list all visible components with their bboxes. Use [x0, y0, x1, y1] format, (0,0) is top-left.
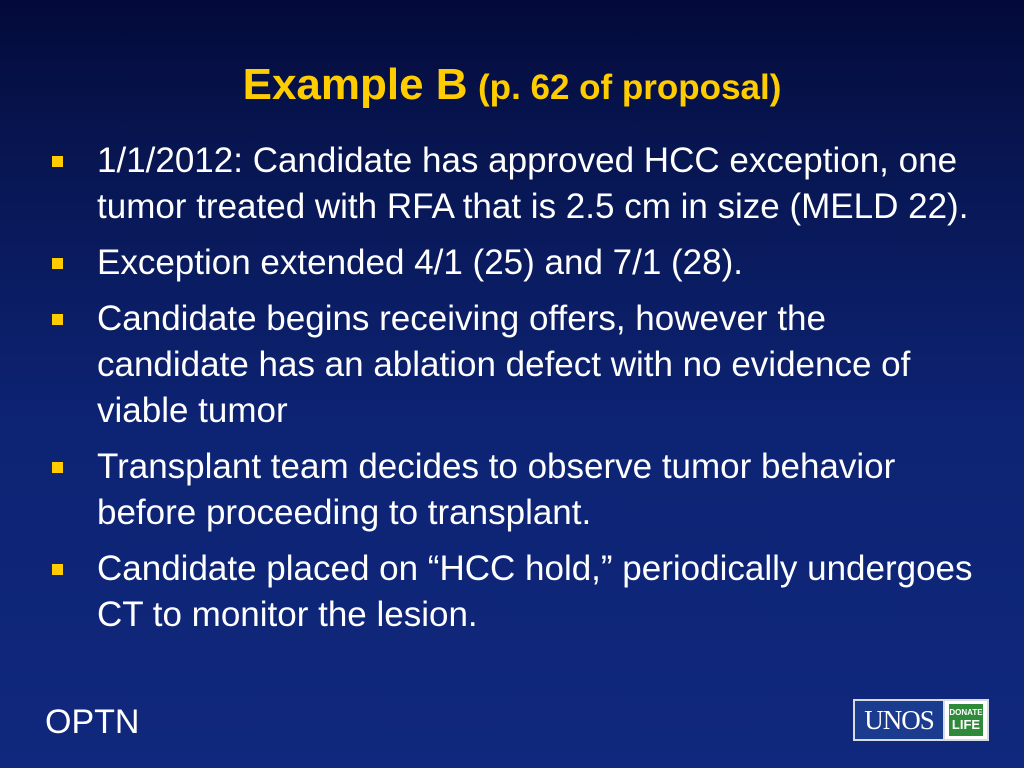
bullet-text: Exception extended 4/1 (25) and 7/1 (28). — [97, 243, 743, 282]
square-bullet-icon — [52, 462, 63, 473]
square-bullet-icon — [52, 314, 63, 325]
unos-donate-life-logo — [853, 699, 989, 741]
life-label: LIFE — [951, 717, 981, 732]
donate-life-badge — [945, 699, 989, 741]
square-bullet-icon — [52, 564, 63, 575]
bullet-text: Transplant team decides to observe tumor behavior before proceeding to transplant. — [97, 447, 896, 532]
bullet-text: 1/1/2012: Candidate has approved HCC exception, one tumor treated with RFA that is 2.5 cm in size (MELD 22). — [97, 141, 969, 226]
bullet-item — [52, 546, 982, 638]
bullet-item — [52, 240, 982, 286]
square-bullet-icon — [52, 258, 63, 269]
slide-title-sub: (p. 62 of proposal) — [478, 68, 782, 107]
footer-optn-label: OPTN — [45, 703, 140, 741]
bullet-item — [52, 138, 982, 230]
donate-label: DONATE — [949, 708, 983, 717]
bullet-list — [52, 138, 982, 648]
bullet-item — [52, 444, 982, 536]
unos-logo-text: UNOS — [853, 699, 945, 741]
slide-title-main: Example B — [242, 60, 468, 109]
bullet-text: Candidate begins receiving offers, however the candidate has an ablation defect with no evidence of viable tumor — [97, 299, 911, 430]
bullet-text: Candidate placed on “HCC hold,” periodically undergoes CT to monitor the lesion. — [97, 549, 973, 634]
square-bullet-icon — [52, 156, 63, 167]
bullet-item — [52, 296, 982, 434]
slide-title — [0, 60, 1024, 110]
